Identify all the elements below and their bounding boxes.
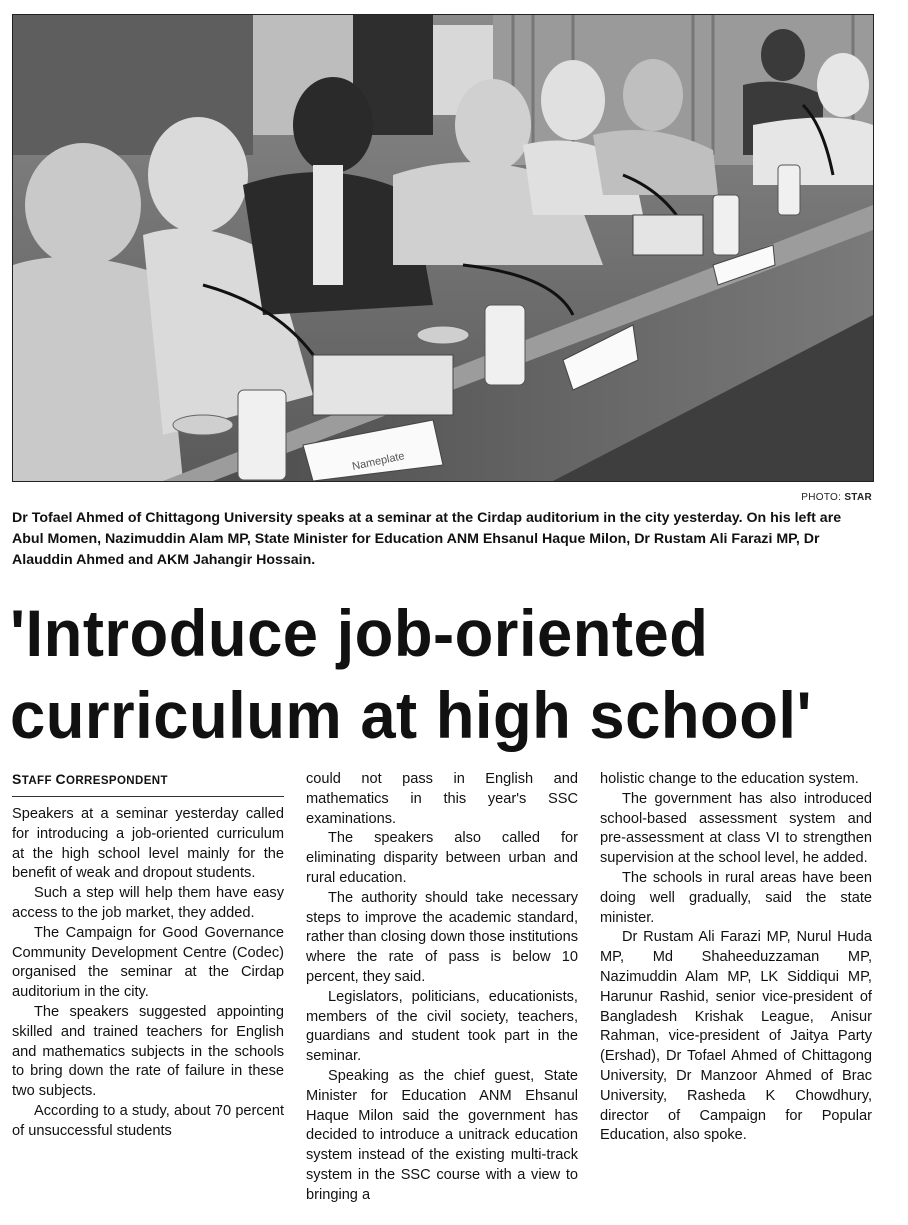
article-paragraph: Legislators, politicians, educationists, members of the civil society, teachers, guardians and student took part in the seminar.: [306, 988, 578, 1065]
article-paragraph: Such a step will help them have easy access to the job market, they added.: [12, 885, 284, 921]
byline-correspondent: ORRESPONDENT: [66, 775, 168, 787]
placard-text: Nameplate: [351, 450, 406, 473]
byline-initial-c: C: [55, 771, 66, 787]
article-paragraph: Speakers at a seminar yesterday called for introducing a job-oriented curriculum at the high school level mainly for the benefit of weak and dropout students.: [12, 806, 284, 882]
article-paragraph: Dr Rustam Ali Farazi MP, Nurul Huda MP, Md Shaheeduzzaman MP, Nazimuddin Alam MP, LK Siddiqui MP, Harunur Rashid, senior vice-president of Bangladesh Krishak League, Anisur Rahman, vice-president of Jaitya Party (Ershad), Dr Tofael Ahmed of Chittagong University, Dr Manzoor Ahmed of Brac University, Rasheda K Chowdhury, director of Campaign for Popular Education, also spoke.: [600, 929, 872, 1144]
article-paragraph: The speakers suggested appointing skilled and trained teachers for English and mathematics subjects in the schools to bring down the rate of failure in these two subjects.: [12, 1003, 284, 1100]
article-paragraph: Speaking as the chief guest, State Minister for Education ANM Ehsanul Haque Milon said the government has decided to introduce a unitrack education system instead of the existing multi-track system in the SSC course with a view to bringing a: [306, 1067, 578, 1203]
article-column-1: [12, 770, 284, 1142]
photo-credit-label: PHOTO:: [801, 492, 842, 503]
byline-staff: TAFF: [21, 775, 56, 787]
article-paragraph: The Campaign for Good Governance Community Development Centre (Codec) organised the seminar at the Cirdap auditorium in the city.: [12, 924, 284, 1001]
article-paragraph: The government has also introduced school-based assessment system and pre-assessment at class VI to strengthen supervision at the school level, he added.: [600, 790, 872, 867]
byline: [12, 770, 284, 797]
photo-caption: Dr Tofael Ahmed of Chittagong University speaks at a seminar at the Cirdap auditorium in the city yesterday. On his left are Abul Momen, Nazimuddin Alam MP, State Minister for Education ANM Ehsanul Haque Milon, Dr Rustam Ali Farazi MP, Dr Alauddin Ahmed and AKM Jahangir Hossain.: [12, 510, 842, 568]
article-paragraph: holistic change to the education system.: [600, 771, 859, 787]
seminar-photo: [12, 14, 874, 482]
headline-line-1: 'Introduce job-oriented: [10, 596, 709, 670]
article-column-3: [600, 770, 872, 1146]
headline-line-2: curriculum at high school': [10, 678, 813, 752]
byline-initial-s: S: [12, 771, 22, 787]
article-paragraph: The authority should take necessary steps to improve the academic standard, rather than closing down those institutions where the rate of pass is below 10 percent, they said.: [306, 889, 578, 985]
headline: [10, 592, 855, 756]
article-paragraph: According to a study, about 70 percent of unsuccessful students: [12, 1102, 284, 1139]
article-paragraph: The speakers also called for eliminating disparity between urban and rural education.: [306, 830, 578, 886]
photo-credit-source: STAR: [844, 492, 872, 503]
photo-credit: [801, 492, 872, 503]
article-paragraph: could not pass in English and mathematics in this year's SSC examinations.: [306, 771, 578, 827]
article-column-2: [306, 770, 578, 1206]
article-paragraph: The schools in rural areas have been doing well gradually, said the state minister.: [600, 869, 872, 926]
